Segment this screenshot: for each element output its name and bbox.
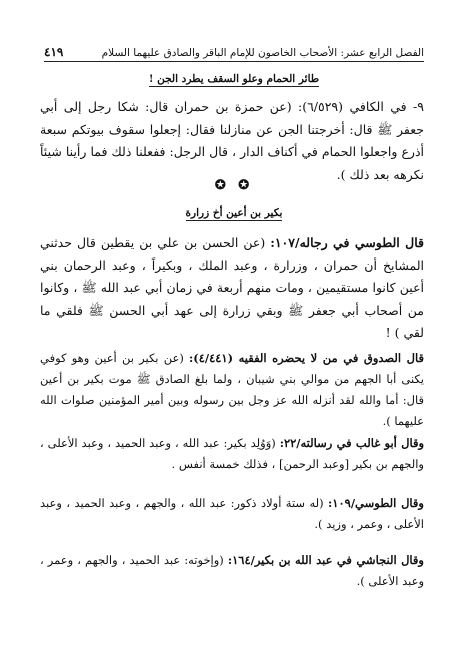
citation-lead: وقال أبو غالب في رسالته/٢٢: bbox=[279, 436, 425, 450]
citation-text: (وإخوته: عبد الحميد ، والجهم ، وعمر ، وعبد الأعلى ). bbox=[40, 553, 424, 588]
paragraph-tusi-109 bbox=[40, 493, 424, 535]
citation-text: (عن بكير بن أعين وهو كوفي يكنى أبا الجهم من موالي بني شيبان ، ولما بلغ الصادق ﷺ موت بكير بن أعين قال: أما والله لقد أنزله الله عز وجل بين رسوله وبين أمير المؤمنين صلوات الله عليهما ). bbox=[40, 351, 424, 428]
citation-lead: قال الطوسي في رجاله/١٠٧: bbox=[270, 235, 424, 250]
page-number: ٤١٩ bbox=[44, 45, 64, 59]
section-heading-bukayr: بكير بن أعين أخ زرارة bbox=[185, 207, 283, 219]
paragraph-najashi bbox=[40, 550, 424, 592]
citation-lead: قال الصدوق في من لا يحضره الفقيه (٤/٤٤١): bbox=[189, 351, 424, 365]
citation-text: (له ستة أولاد ذكور: عبد الله ، والجهم ، وعبد الحميد ، وعبد الأعلى ، وعمر ، وزيد ). bbox=[40, 496, 424, 531]
paragraph-kafi-pigeons: ٩- في الكافي (٦/٥٢٩): (عن حمزة بن حمران قال: شكا رجل إلى أبي جعفر ﷺ قال: أخرجتنا الجن عن منازلنا فقال: إجعلوا سقوف بيوتكم سبعة أذرع واجعلوا الحمام في أكناف الدار ، قال الرجل: ففعلنا ذلك فما رأينا شيئاً نكرهه بعد ذلك ). bbox=[40, 99, 424, 182]
citation-text: (وَوُلِد بكير: عبد الله ، وعبد الحميد ، وعبد الأعلى ، والجهم بن بكير [وعبد الرحمن] ، فذلك خمسة أنفس . bbox=[40, 436, 424, 471]
paragraph-saduq-faqih bbox=[40, 348, 424, 432]
ornament-divider: ✪ ✪ bbox=[214, 178, 254, 193]
header-rule bbox=[44, 61, 424, 62]
paragraph-abu-ghalib bbox=[40, 433, 424, 475]
citation-lead: وقال النجاشي في عبد الله بن بكير/١٦٤: bbox=[227, 553, 424, 567]
citation-lead: وقال الطوسي/١٠٩: bbox=[328, 496, 424, 510]
citation-text: (عن الحسن بن علي بن يقطين قال حدثني المشايخ أن حمران ، وزرارة ، وعبد الملك ، وبكيراً ، وعبد الرحمان بني أعين كانوا مستقيمين ، ومات منهم أربعة في زمان أبي عبد الله ﷺ ، وكانوا من أصحاب أبي جعفر ﷺ وبقي زرارة إلى عهد أبي الحسن ﷺ فلقي ما لقي ) ! bbox=[40, 235, 424, 340]
section-heading-pigeons: طائر الحمام وعلو السقف يطرد الجن ! bbox=[148, 73, 320, 85]
page-header bbox=[44, 41, 424, 59]
paragraph-tusi-rijal bbox=[40, 232, 424, 345]
chapter-title: الفصل الرابع عشر: الأصحاب الخاصون للإمام الباقر والصادق عليهما السلام bbox=[101, 47, 424, 59]
